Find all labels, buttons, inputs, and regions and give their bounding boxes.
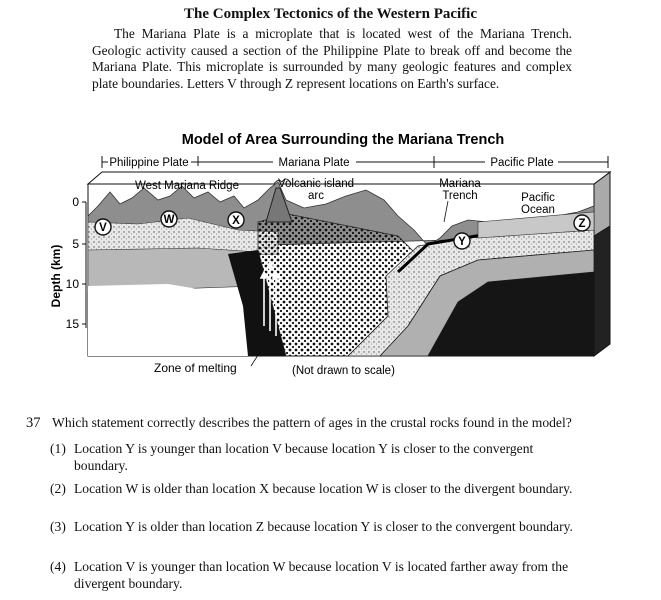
label-ocean-line2: Ocean — [521, 204, 555, 216]
location-z: Z — [578, 218, 586, 230]
trench-model-diagram — [48, 126, 628, 386]
plate-label-pacific: Pacific Plate — [490, 157, 554, 169]
label-zone-of-melting: Zone of melting — [154, 361, 237, 375]
intro-paragraph: The Mariana Plate is a microplate that is located west of the Mariana Trench. Geologic activity caused a section of the Philippine Plate to break off and become the Mariana Plate. This microplate is surrounded by many geologic features and complex plate boundaries. Letters V through Z represent locations on Earth's surface. — [92, 26, 572, 91]
option-number: (1) — [50, 441, 66, 456]
depth-tick-15: 15 — [65, 317, 79, 331]
depth-axis-label: Depth (km) — [49, 244, 63, 308]
depth-tick-0: 0 — [72, 195, 79, 209]
label-volcanic-arc-line2: arc — [308, 190, 324, 202]
diagram-title: Model of Area Surrounding the Mariana Trench — [181, 132, 505, 148]
label-trench-line1: Mariana — [439, 178, 481, 190]
location-v: V — [99, 222, 107, 234]
depth-axis — [82, 202, 86, 328]
option-number: (3) — [50, 519, 66, 534]
plate-label-mariana: Mariana Plate — [278, 157, 350, 169]
location-w: W — [163, 214, 175, 226]
label-ocean-line1: Pacific — [521, 192, 555, 204]
label-volcanic-arc-line1: Volcanic island — [277, 178, 355, 190]
page-title: The Complex Tectonics of the Western Pacific — [183, 6, 478, 22]
question-number: 37 — [26, 415, 41, 431]
location-y: Y — [458, 236, 466, 248]
question-text: Which statement correctly describes the pattern of ages in the crustal rocks found in the model? — [52, 415, 572, 430]
plate-label-philippine: Philippine Plate — [109, 157, 189, 169]
label-west-mariana-ridge: West Mariana Ridge — [135, 180, 239, 192]
option-text: Location Y is younger than location V because location Y is closer to the convergent boundary. — [74, 441, 534, 473]
label-trench-line2: Trench — [442, 190, 478, 202]
option-text: Location Y is older than location Z because location Y is closer to the convergent boundary. — [74, 519, 573, 534]
depth-tick-10: 10 — [65, 277, 79, 291]
option-text: Location W is older than location X because location W is closer to the divergent boundary. — [74, 481, 573, 496]
option-number: (2) — [50, 481, 66, 496]
location-x: X — [232, 215, 240, 227]
scale-note: (Not drawn to scale) — [292, 365, 395, 377]
option-number: (4) — [50, 559, 66, 574]
depth-tick-5: 5 — [72, 237, 79, 251]
option-text: Location V is younger than location W because location V is located farther away from the divergent boundary. — [74, 559, 569, 591]
